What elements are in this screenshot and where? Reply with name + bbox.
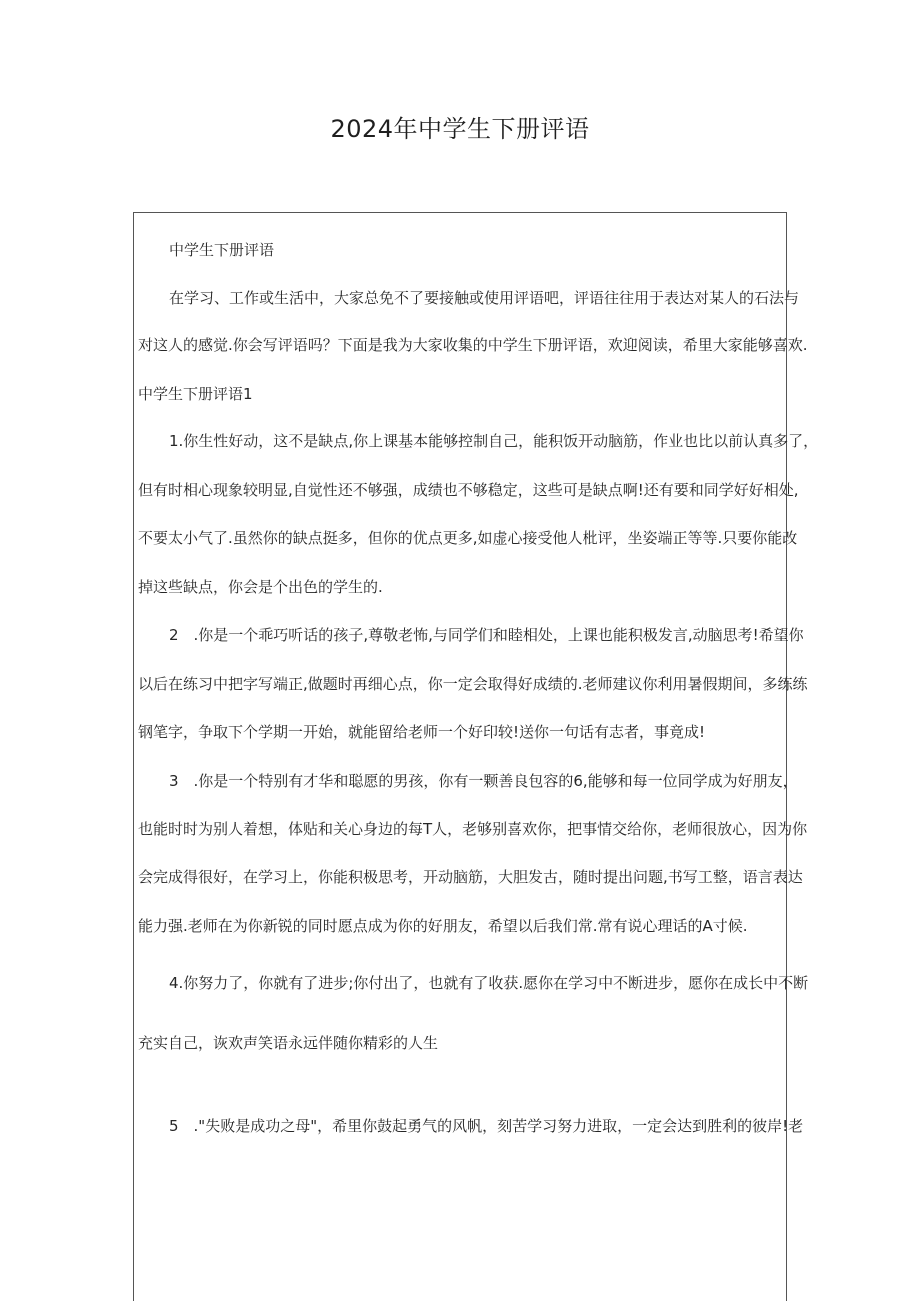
paragraph-line: 掉这些缺点，你会是个出色的学生的. (138, 578, 383, 596)
paragraph-line: 也能时时为别人着想，体贴和关心身边的每T人，老够别喜欢你，把事情交给你，老师很放心，因为你 (138, 820, 808, 838)
paragraph-line: 但有时相心现象较明显,自觉性还不够强，成绩也不够稳定，这些可是缺点啊!还有要和同学好好相处, (138, 481, 799, 499)
section-subtitle: 中学生下册评语1 (138, 385, 253, 403)
paragraph-line: 2 .你是一个乖巧听话的孩子,尊敬老怖,与同学们和睦相处，上课也能积极发言,动脑思考!希望你 (169, 626, 804, 644)
paragraph-line: 不要太小气了.虽然你的缺点挺多，但你的优点更多,如虚心接受他人枇评，坐姿端正等等.只要你能改 (138, 529, 798, 547)
content-box (133, 212, 819, 1301)
paragraph-line: 1.你生性好动，这不是缺点,你上课基本能够控制自己，能积饭开动脑筋，作业也比以前认真多了， (169, 432, 819, 450)
paragraph-line: 钢笔字，争取下个学期一开始，就能留给老师一个好印较!送你一句话有志者，事竟成! (138, 723, 706, 741)
document-title: 2024年中学生下册评语 (330, 115, 590, 143)
paragraph-line: 3 .你是一个特别有才华和聪愿的男孩，你有一颗善良包容的6,能够和每一位同学成为好朋友， (169, 772, 798, 790)
intro-line: 在学习、工作或生活中，大家总免不了要接触或使用评语吧，评语往往用于表达对某人的石法与 (169, 289, 800, 307)
paragraph-line: 充实自己，诙欢声笑语永远伴随你精彩的人生 (138, 1034, 439, 1052)
paragraph-line: 5 ."失败是成功之母"，希里你鼓起勇气的风帆，刻苦学习努力进取，一定会达到胜利的彼岸!老 (169, 1117, 804, 1135)
paragraph-line: 以后在练习中把字写端正,做题时再细心点，你一定会取得好成绩的.老师建议你利用暑假期间，多练练 (138, 675, 808, 693)
paragraph-line: 4.你努力了，你就有了进步;你付出了，也就有了收获.愿你在学习中不断进步，愿你在成长中不断 (169, 974, 809, 992)
paragraph-line: 会完成得很好，在学习上，你能积极思考，开动脑筋，大胆发古，随时提出问题,书写工整，语言表达 (138, 868, 803, 886)
paragraph-line: 能力强.老师在为你新锐的同时愿点成为你的好朋友，希望以后我们常.常有说心理话的A寸候. (138, 917, 748, 935)
section-heading: 中学生下册评语 (169, 241, 275, 259)
intro-line: 对这人的感觉.你会写评语吗？下面是我为大家收集的中学生下册评语，欢迎阅读，希里大家能够喜欢. (138, 336, 808, 354)
